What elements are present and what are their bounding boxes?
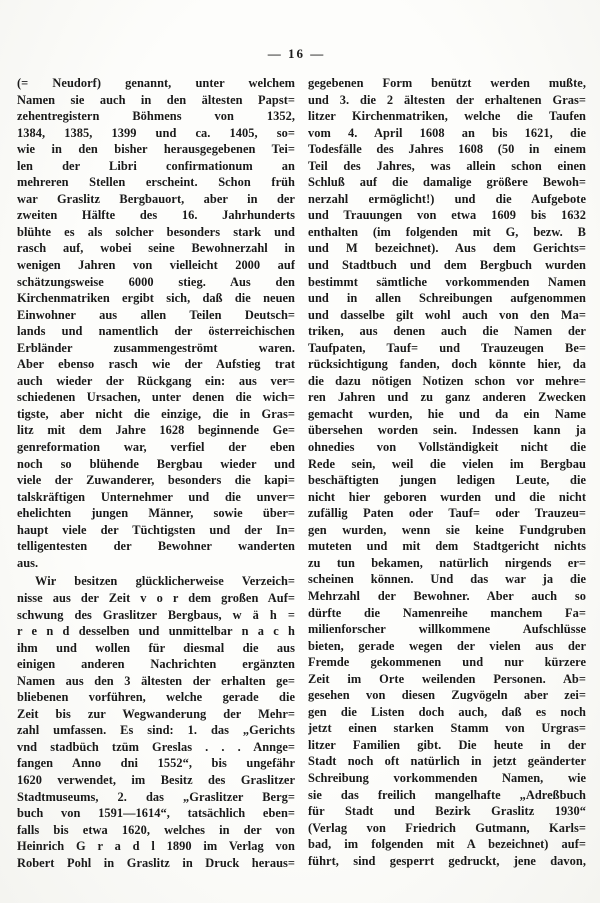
- text-line: Wir besitzen glücklicherweise Verzeich=: [35, 574, 295, 589]
- text-line: nerzahl ermöglicht!) und die Aufgebote: [308, 191, 586, 206]
- text-line: haupt viele der Tüchtigsten und der In=: [17, 522, 295, 537]
- text-line: Mehrzahl der Bewohner. Aber auch so: [308, 588, 586, 603]
- text-line: lands und namentlich der österreichischen: [17, 324, 295, 339]
- text-line: zweiten Hälfte des 16. Jahrhunderts: [17, 208, 295, 223]
- text-line: und in allen Schreibungen aufgenommen: [308, 291, 586, 306]
- text-line: fangen Anno dni 1552“, bis ungefähr: [17, 756, 295, 771]
- text-line: zehentregistern Böhmens von 1352,: [17, 109, 295, 124]
- text-line: blühte es als solcher besonders stark und: [17, 224, 295, 239]
- text-line: zu tun bekamen, natürlich nirgends er=: [308, 555, 586, 570]
- text-line: war Graslitz Bergbauort, aber in der: [17, 191, 295, 206]
- text-line: litz mit dem Jahre 1628 beginnende Ge=: [17, 423, 295, 438]
- text-line: Stadtmuseums, 2. das „Graslitzer Berg=: [17, 789, 295, 804]
- text-line: und Stadtbuch und dem Bergbuch wurden: [308, 258, 586, 273]
- text-line: Todesfälle des Jahres 1608 (50 in einem: [308, 142, 586, 157]
- text-line: und M bezeichnet). Aus dem Gerichts=: [308, 241, 586, 256]
- text-line: scheinen können. Und das war ja die: [308, 572, 586, 587]
- text-line: und dasselbe gilt wohl auch von den Ma=: [308, 307, 586, 322]
- text-line: Einwohner aus allen Teilen Deutsch=: [17, 307, 295, 322]
- text-line: len der Libri confirmationum an: [17, 158, 295, 173]
- text-line: rasch auf, wobei seine Bewohnerzahl in: [17, 241, 295, 256]
- text-line: und Trauungen von etwa 1609 bis 1632: [308, 208, 586, 223]
- text-line: r e n d desselben und unmittelbar n a c h: [17, 624, 295, 639]
- text-line: 1384, 1385, 1399 und ca. 1405, so=: [17, 125, 295, 140]
- text-line: Namen aus den 3 ältesten der erhalten ge=: [17, 673, 295, 688]
- text-line: gen die Listen doch auch, daß es noch: [308, 704, 586, 719]
- text-line: gemacht wurden, hie und da ein Name: [308, 406, 586, 421]
- text-line: zahl umfassen. Es sind: 1. das „Gerichts: [17, 723, 295, 738]
- text-line: übersehen worden sein. Indessen kann ja: [308, 423, 586, 438]
- text-line: Taufpaten, Tauf= und Trauzeugen Be=: [308, 340, 586, 355]
- text-line: nisse aus der Zeit v o r dem großen Auf=: [17, 590, 295, 605]
- text-line: viele der Zuwanderer, besonders die kapi=: [17, 473, 295, 488]
- text-line: ohnedies von Vollständigkeit nicht die: [308, 440, 586, 455]
- text-line: und 3. die 2 ältesten der erhaltenen Gras=: [308, 92, 586, 107]
- text-line: litzer Kirchenmatriken, welche die Taufen: [308, 109, 586, 124]
- text-line: talskräftigen Unternehmer und die unver=: [17, 489, 295, 504]
- left-column: [17, 75, 295, 871]
- text-line: falls bis etwa 1620, welches in der von: [17, 822, 295, 837]
- paragraph: [17, 573, 295, 871]
- text-line: schwung des Graslitzer Bergbaus, w ä h =: [17, 607, 295, 622]
- text-line: Namen sie auch in den ältesten Papst=: [17, 92, 295, 107]
- text-line: Fremde gekommenen und nur kürzere: [308, 655, 586, 670]
- text-line: Heinrich G r a d l 1890 im Verlag von: [17, 839, 295, 854]
- text-line: enthalten (im folgenden mit G, bezw. B: [308, 224, 586, 239]
- text-line: bliebenen vorführen, welche gerade die: [17, 690, 295, 705]
- text-line: einigen anderen Nachrichten ergänzten: [17, 657, 295, 672]
- text-line: Aber ebenso rasch wie der Aufstieg trat: [17, 357, 295, 372]
- text-line: die dazu nötigen Notizen schon vor mehre=: [308, 373, 586, 388]
- text-line: genreformation war, verfiel der eben: [17, 440, 295, 455]
- text-line: Zeit bis zur Wegwanderung der Mehr=: [17, 706, 295, 721]
- text-line: Schluß auf die damalige größere Bewoh=: [308, 175, 586, 190]
- text-line: für Stadt und Bezirk Graslitz 1930“: [308, 804, 586, 819]
- text-line: gen wurden, wenn sie keine Fundgruben: [308, 522, 586, 537]
- text-line: telligentesten der Bewohner wanderten: [17, 539, 295, 554]
- right-column: [308, 75, 586, 871]
- text-line: vnd stadbüch tzüm Greslas . . . Annge=: [17, 739, 295, 754]
- text-line: litzer Familien gibt. Die heute in der: [308, 737, 586, 752]
- text-line: ren Jahren und zu ganz anderen Zwecken: [308, 390, 586, 405]
- text-line: wie in den bisher herausgegebenen Tei=: [17, 142, 295, 157]
- text-line: auch wieder der Rückgang ein: aus ver=: [17, 373, 295, 388]
- text-line: (Verlag von Friedrich Gutmann, Karls=: [308, 820, 586, 835]
- text-line: Erbländer zusammengeströmt waren.: [17, 340, 295, 355]
- text-line: bad, im folgenden mit A bezeichnet) auf=: [308, 837, 586, 852]
- text-line: mehreren Stellen erscheint. Schon früh: [17, 175, 295, 190]
- text-line: 1620 verwendet, im Besitz des Graslitzer: [17, 772, 295, 787]
- text-line: Schreibung vorkommenden Namen, wie: [308, 770, 586, 785]
- text-line: nicht hier geboren wurden und die nicht: [308, 489, 586, 504]
- text-line: bestimmt sämtliche vorkommenden Namen: [308, 274, 586, 289]
- text-line: schiedenen Ursachen, unter denen die wich=: [17, 390, 295, 405]
- text-line: muteten und mit dem Stadtgericht nichts: [308, 539, 586, 554]
- text-line: gesehen von diesen Zugvögeln aber zei=: [308, 688, 586, 703]
- text-columns: [17, 75, 586, 871]
- paragraph: [308, 75, 586, 869]
- text-line: zufällig Paten oder Tauf= oder Trauzeu=: [308, 506, 586, 521]
- text-line: beschäftigten jungen ledigen Leute, die: [308, 473, 586, 488]
- text-line: schätzungsweise 6000 stieg. Aus den: [17, 274, 295, 289]
- page-number: — 16 —: [267, 46, 326, 61]
- text-line: (= Neudorf) genannt, unter welchem: [17, 76, 295, 90]
- paragraph: [17, 75, 295, 571]
- text-line: gegebenen Form benützt werden mußte,: [308, 76, 586, 90]
- text-line: ehelichten jungen Männer, sowie über=: [17, 506, 295, 521]
- text-line: noch so blühende Bergbau wieder und: [17, 456, 295, 471]
- text-line: sie das freilich mangelhafte „Adreßbuch: [308, 787, 586, 802]
- text-line: ihm und wollen für diesmal die aus: [17, 640, 295, 655]
- text-line: führt, sind gesperrt gedruckt, jene davon,: [308, 853, 586, 868]
- text-line: Stadt noch oft natürlich in jetzt geänderter: [308, 754, 586, 769]
- text-line: buch von 1591—1614“, tatsächlich eben=: [17, 806, 295, 821]
- text-line: Kirchenmatriken ergibt sich, daß die neuen: [17, 291, 295, 306]
- text-line: triken, aus denen auch die Namen der: [308, 324, 586, 339]
- text-line: Teil des Jahres, was allein schon einen: [308, 158, 586, 173]
- text-line: tigste, aber nicht die einzige, die in Gras=: [17, 406, 295, 421]
- text-line: dürfte die Namenreihe manchem Fa=: [308, 605, 586, 620]
- text-line: Zeit im Orte weilenden Personen. Ab=: [308, 671, 586, 686]
- text-line: vom 4. April 1608 an bis 1621, die: [308, 125, 586, 140]
- text-line: bieten, gerade wegen der vielen aus der: [308, 638, 586, 653]
- text-line: Robert Pohl in Graslitz in Druck heraus=: [17, 855, 295, 870]
- text-line: wenigen Jahren von vielleicht 2000 auf: [17, 258, 295, 273]
- text-line: aus.: [17, 555, 39, 570]
- text-line: milienforscher willkommene Aufschlüsse: [308, 622, 586, 637]
- text-line: rücksichtigung fanden, doch könnte hier, da: [308, 357, 586, 372]
- text-line: jetzt einen starken Stamm von Urgras=: [308, 721, 586, 736]
- text-line: Rede sein, weil die vielen im Bergbau: [308, 456, 586, 471]
